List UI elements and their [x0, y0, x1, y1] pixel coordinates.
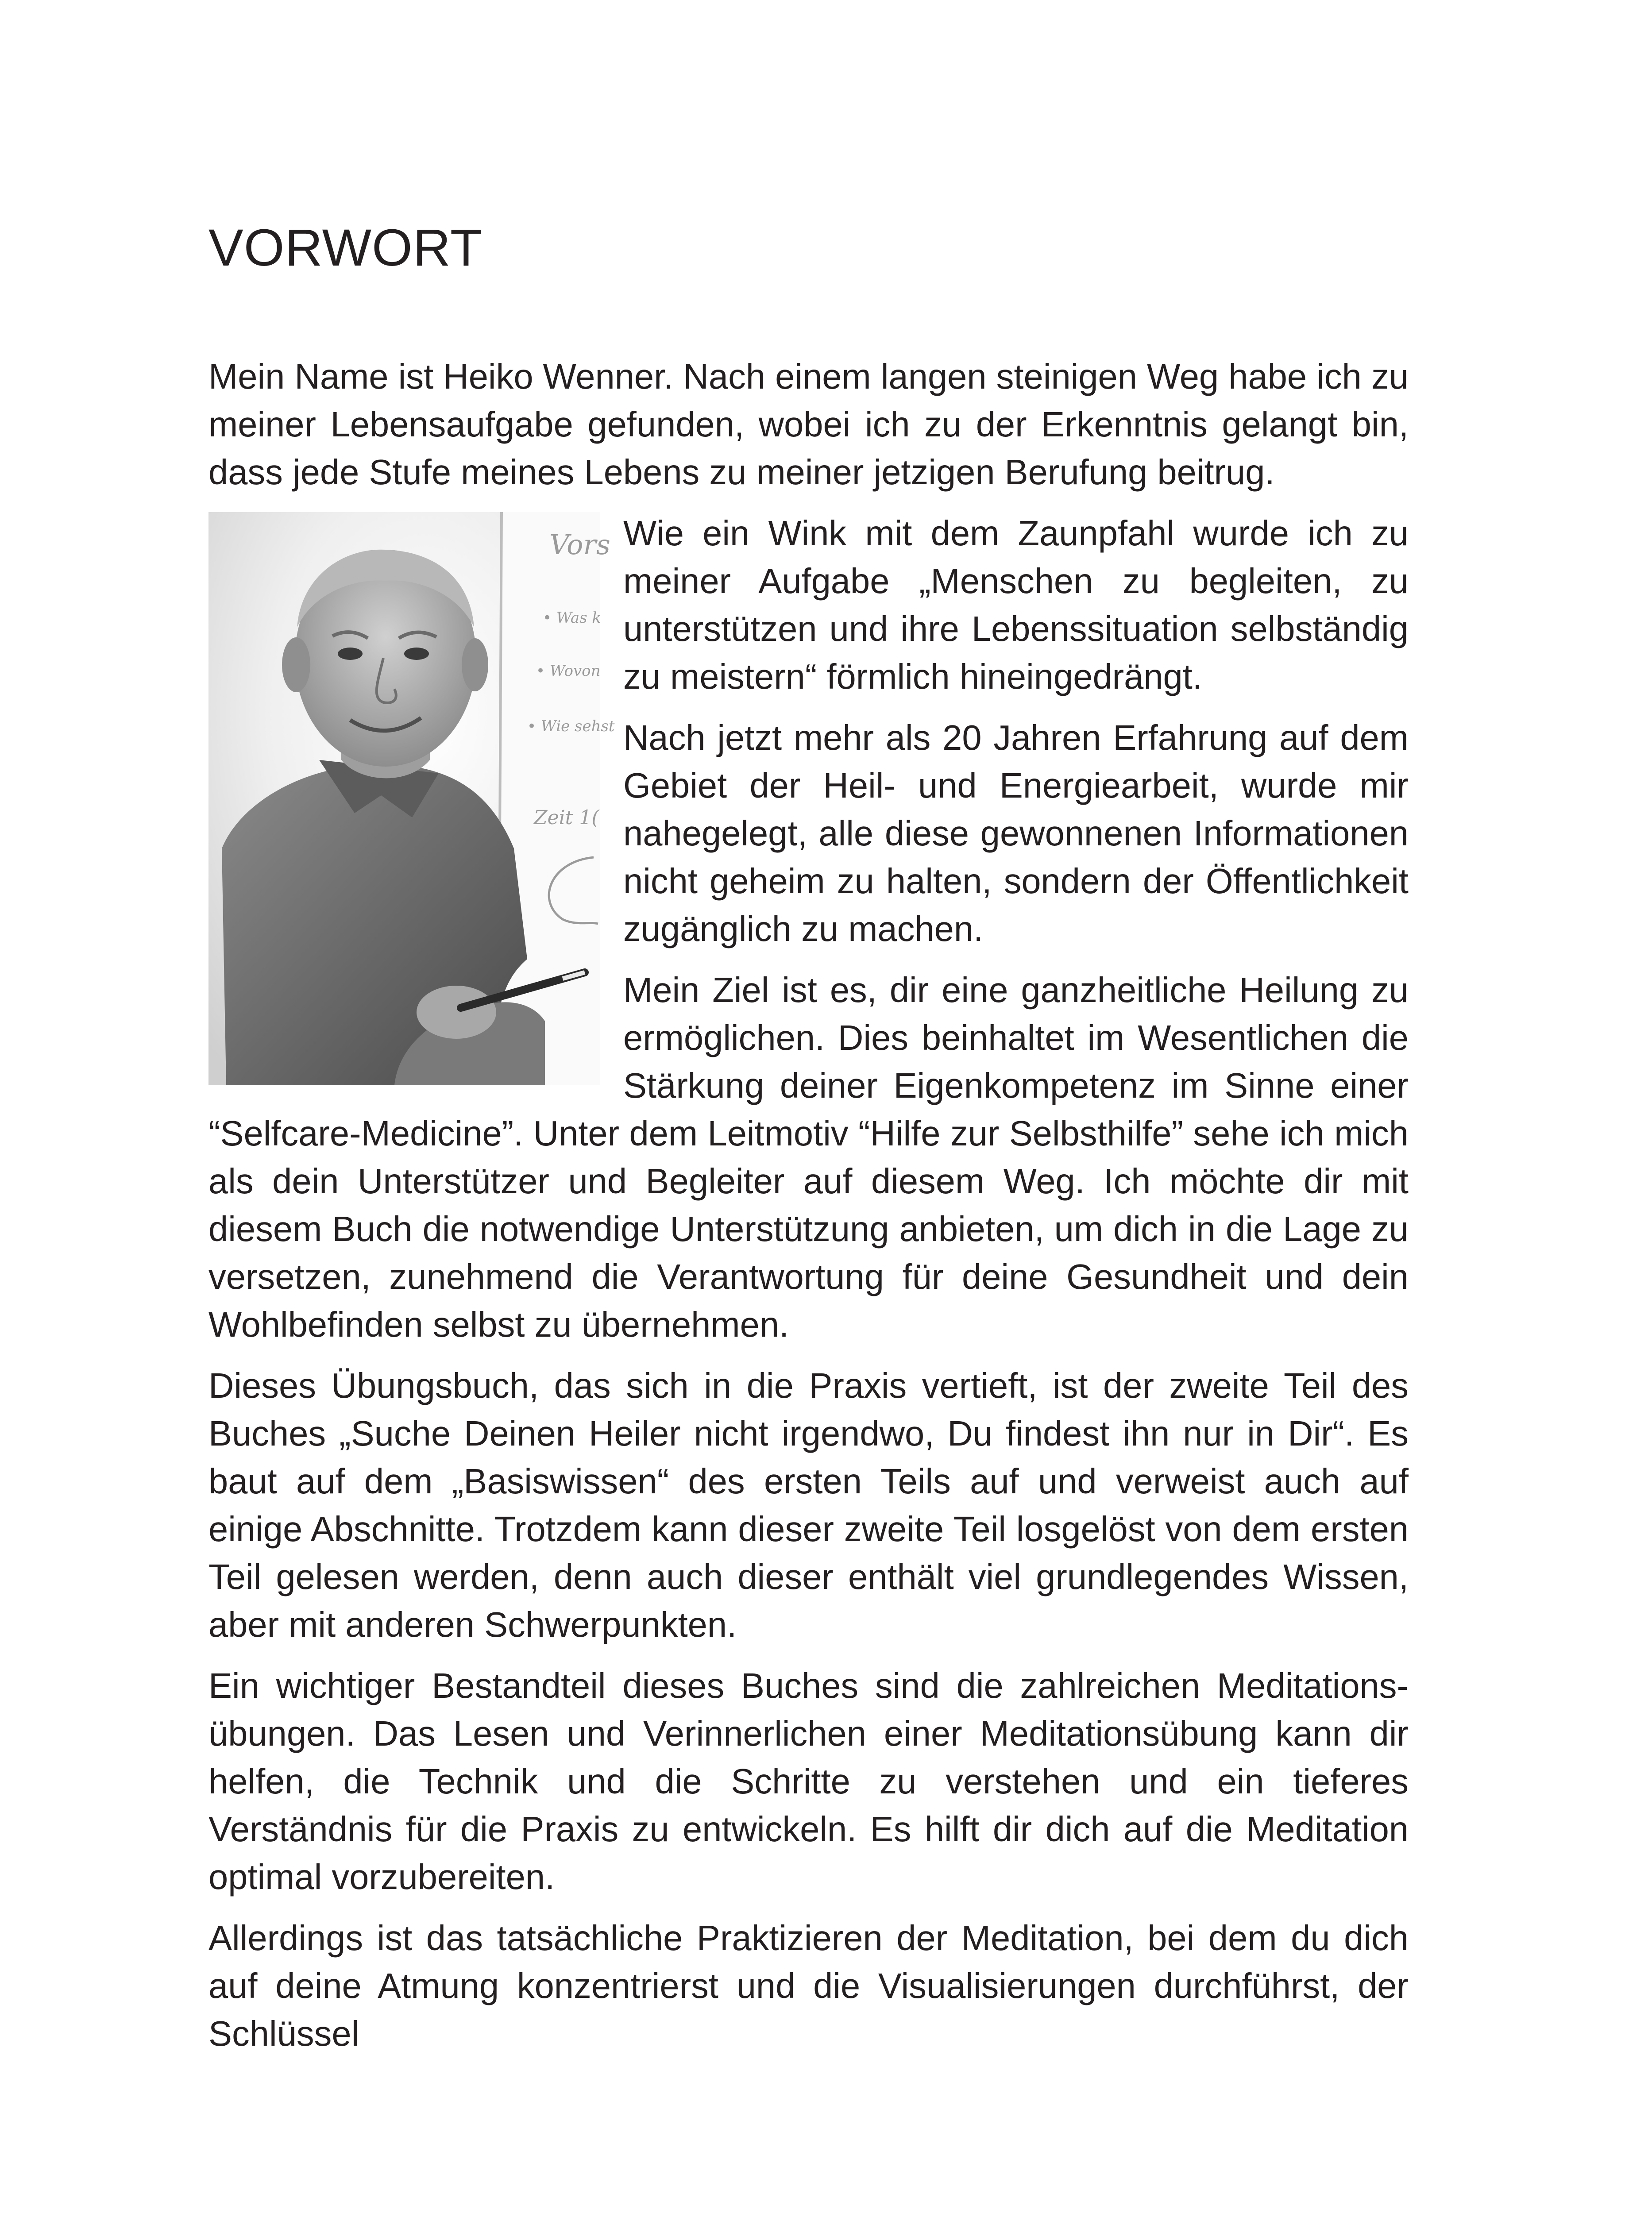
whiteboard-word: Vors	[549, 528, 610, 561]
whiteboard-word: Zeit 1(	[534, 806, 599, 829]
whiteboard-word: • Wovon	[536, 662, 601, 680]
chapter-title: VORWORT	[208, 219, 482, 277]
paragraph-meditations: Ein wichtiger Bestandteil dieses Buches sind die zahlreichen Meditationsübungen. Das Lesen und Verinnerlichen einer Meditationsübung kann dir helfen, die Technik und die Schritte zu verstehen und ein tieferes Verständnis für die Praxis zu entwickeln. Es hilft dir dich auf die Meditation optimal vorzubereiten.	[208, 1666, 1409, 1897]
paragraph-goal: Mein Ziel ist es, dir eine ganzheitliche Heilung zu ermöglichen. Dies beinhaltet im Wesentlichen die Stärkung deiner Eigenkompetenz im Sinne einer “Selfcare-Medicine”. Unter dem Leitmotiv “Hilfe zur Selbsthilfe” sehe ich mich als dein Unterstützer und Begleiter auf diesem Weg. Ich möchte dir mit diesem Buch die notwendige Unterstützung anbieten, um dich in die Lage zu versetzen, zunehmend die Verantwortung für deine Gesundheit und dein Wohlbefinden selbst zu übernehmen.	[208, 970, 1409, 1344]
paragraph-practice: Allerdings ist das tatsächliche Praktizieren der Meditation, bei dem du dich auf deine Atmung konzentrierst und die Visualisierungen durchführst, der Schlüssel	[208, 1918, 1409, 2053]
author-photo	[208, 512, 615, 1085]
body-text	[208, 353, 1409, 2071]
whiteboard-word: • Wie sehst	[527, 717, 615, 735]
paragraph-experience: Nach jetzt mehr als 20 Jahren Erfahrung auf dem Gebiet der Heil- und Energiearbeit, wurde mir nahegelegt, alle diese gewonnenen Informationen nicht geheim zu halten, sondern der Öffentlichkeit zugänglich zu machen.	[623, 718, 1409, 948]
whiteboard-word: • Was k	[543, 609, 601, 627]
book-page	[208, 0, 1409, 2213]
paragraph-workbook: Dieses Übungsbuch, das sich in die Praxis vertieft, ist der zweite Teil des Buches „Suche Deinen Heiler nicht irgendwo, Du findest ihn nur in Dir“. Es baut auf dem „Basiswissen“ des ersten Teils auf und verweist auch auf einige Abschnitte. Trotzdem kann dieser zweite Teil losgelöst von dem ersten Teil gelesen werden, denn auch dieser enthält viel grundlegendes Wissen, aber mit anderen Schwerpunkten.	[208, 1366, 1409, 1644]
paragraph-calling: Wie ein Wink mit dem Zaunpfahl wurde ich zu meiner Aufgabe „Menschen zu begleiten, zu unterstützen und ihre Lebenssituation selbständig zu meistern“ förmlich hineingedrängt.	[623, 513, 1409, 696]
paragraph-intro: Mein Name ist Heiko Wenner. Nach einem langen steinigen Weg habe ich zu meiner Lebensaufgabe gefunden, wobei ich zu der Erkenntnis gelangt bin, dass jede Stufe meines Lebens zu meiner jetzigen Berufung beitrug.	[208, 357, 1409, 492]
